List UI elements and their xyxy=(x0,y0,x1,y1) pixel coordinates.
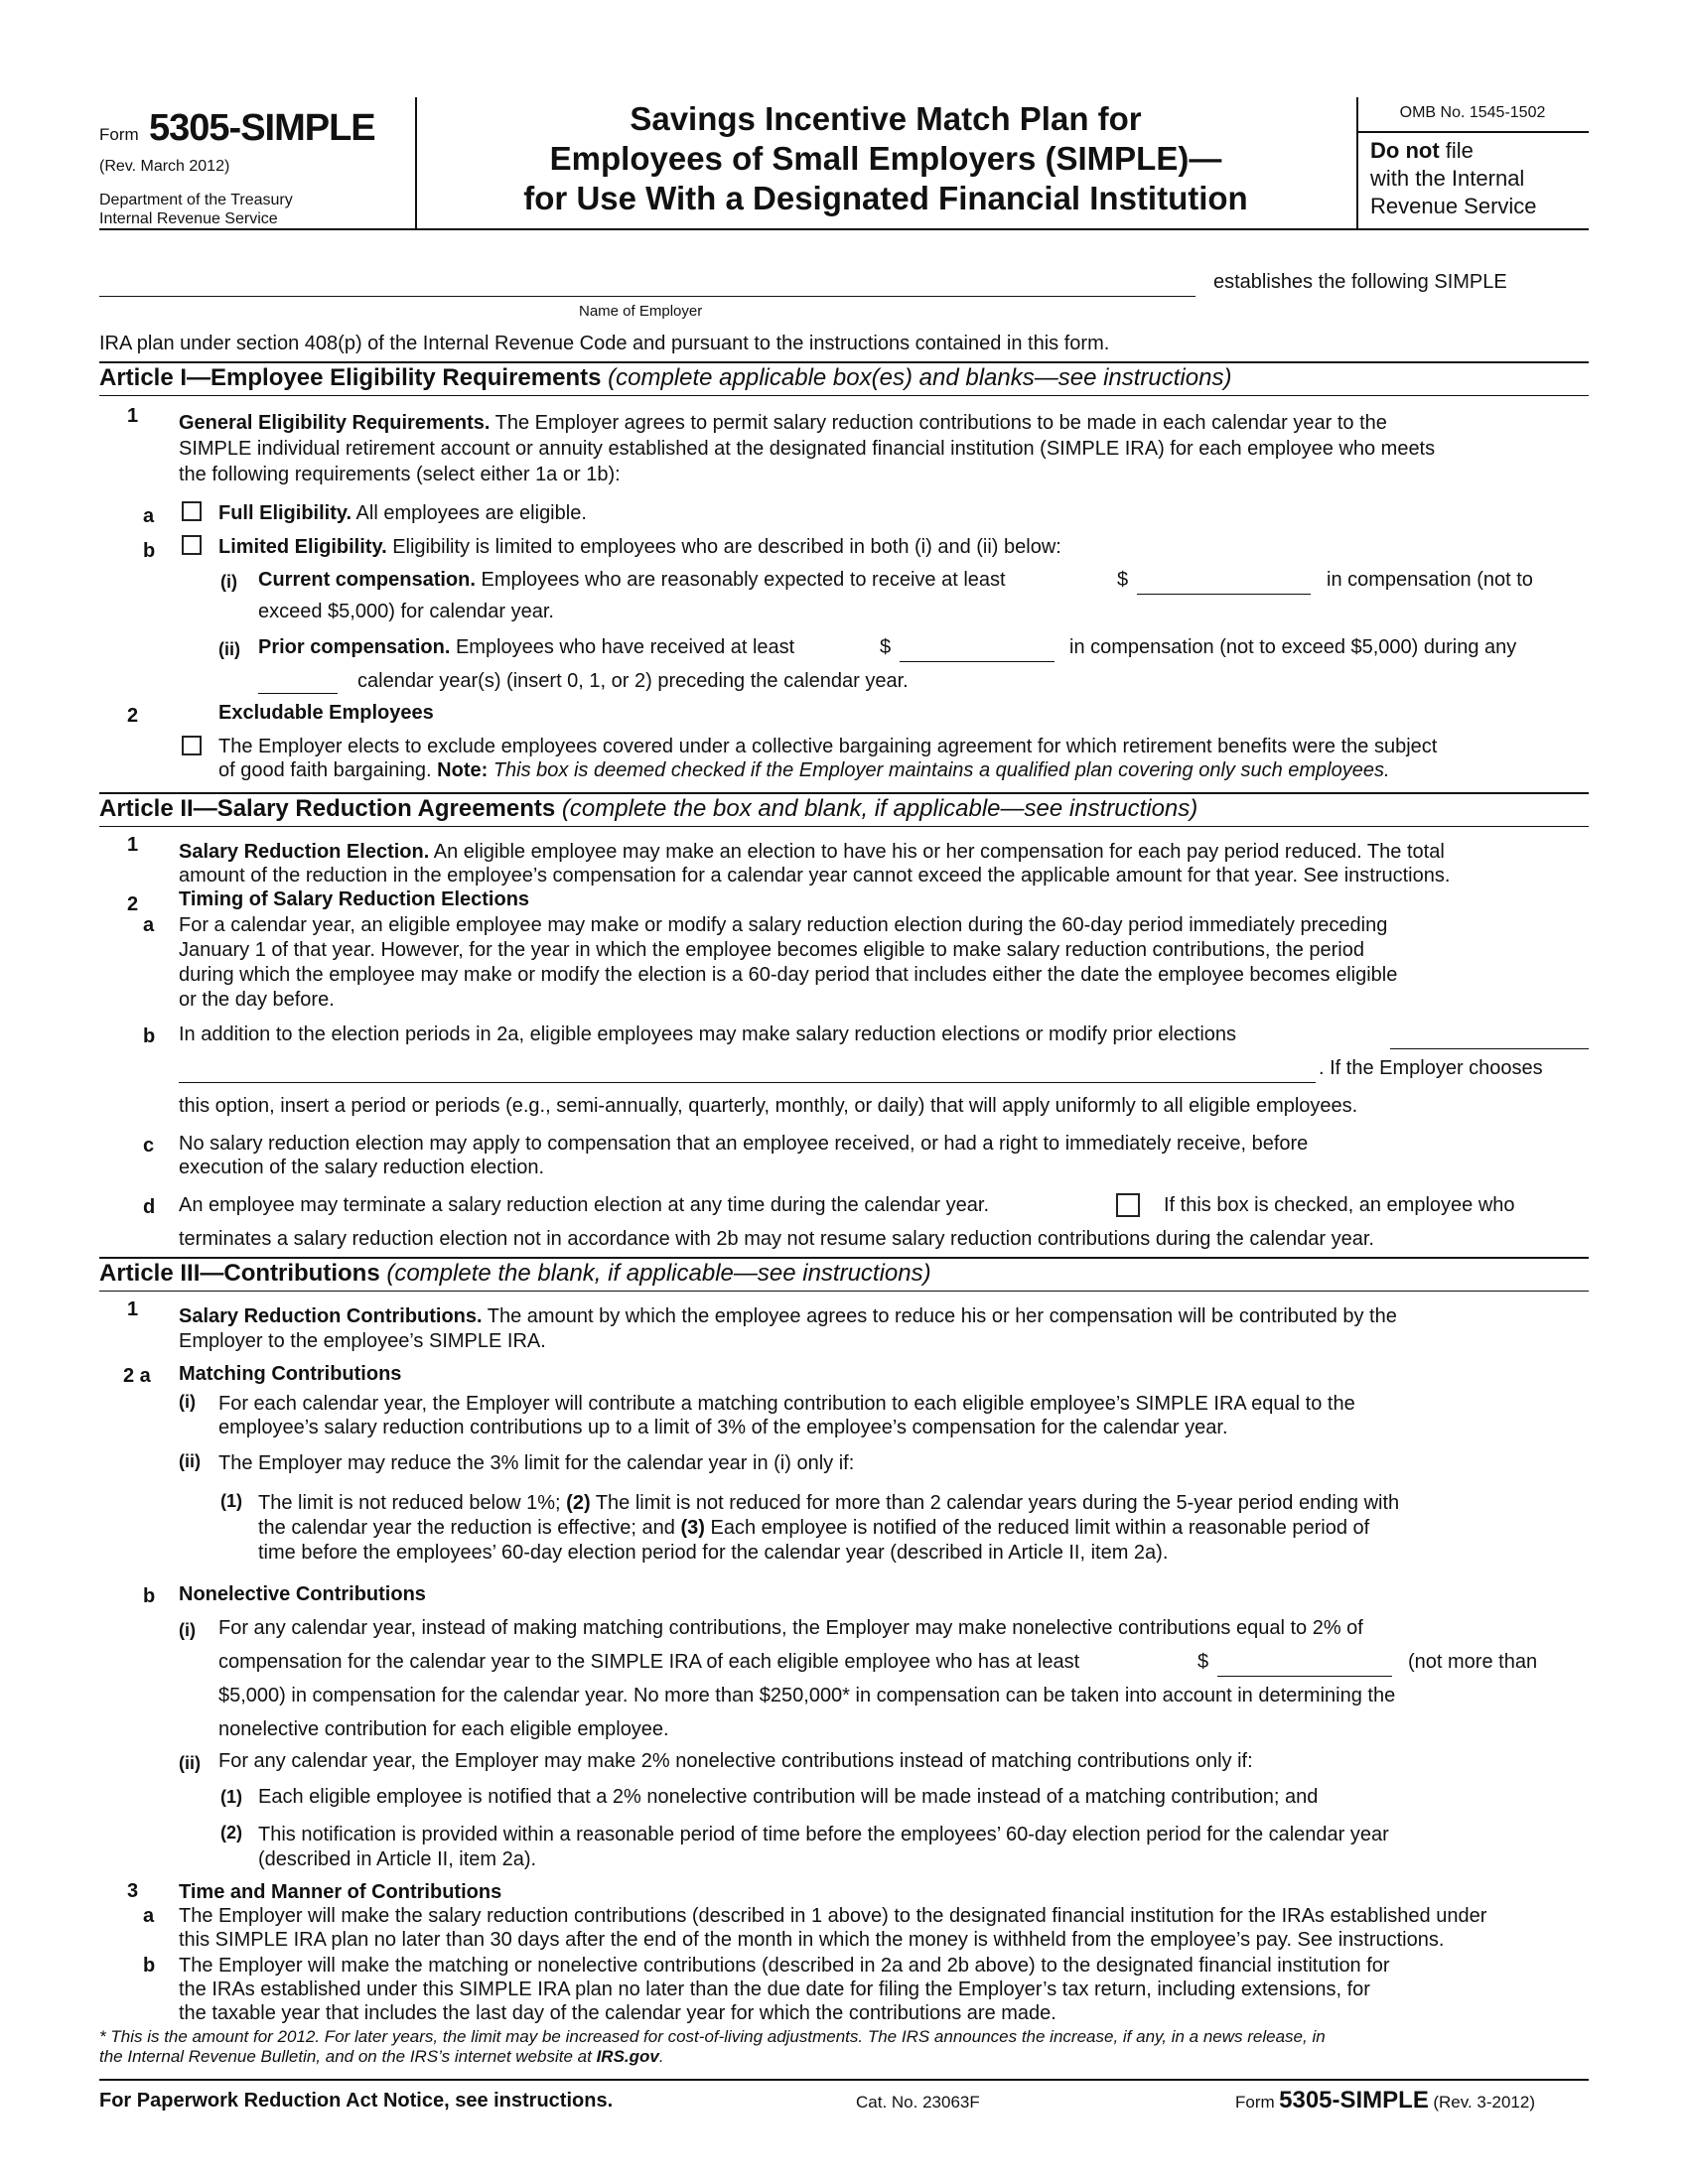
current-comp-text: Current compensation. Employees who are reasonably expected to receive at least xyxy=(258,569,1006,591)
prior-comp-line2: calendar year(s) (insert 0, 1, or 2) preceding the calendar year. xyxy=(357,670,909,692)
art2-b-line1: In addition to the election periods in 2a, eligible employees may make salary reduction elections or modify prior elections xyxy=(179,1024,1237,1045)
art2-item2-number: 2 xyxy=(127,893,139,915)
department-name: Department of the Treasury xyxy=(99,192,293,208)
non-ii-roman: (ii) xyxy=(179,1753,201,1773)
art3-src-line2: Employer to the employee’s SIMPLE IRA. xyxy=(179,1330,546,1352)
non-i-line1: For any calendar year, instead of making matching contributions, the Employer may make nonelective contributions equal to 2% of xyxy=(218,1617,1363,1639)
establishes-text: establishes the following SIMPLE xyxy=(1213,271,1507,293)
art3-item3-number: 3 xyxy=(127,1880,139,1902)
article3-bottom-rule xyxy=(99,1291,1589,1292)
non-ii-text: For any calendar year, the Employer may make 2% nonelective contributions instead of matching contributions only if: xyxy=(218,1750,1253,1772)
art2-a-line3: during which the employee may make or modify the election is a 60-day period that includes either the date the employee becomes eligible xyxy=(179,964,1398,986)
employer-name-caption: Name of Employer xyxy=(579,303,703,320)
match-1-paren: (1) xyxy=(220,1491,242,1511)
form-title-line2: Employees of Small Employers (SIMPLE)— xyxy=(549,140,1222,177)
no-resume-checkbox[interactable] xyxy=(1116,1193,1140,1217)
full-eligibility-text: Full Eligibility. All employees are eligible. xyxy=(218,502,587,524)
prior-comp-amount-field[interactable] xyxy=(900,661,1055,662)
form-word: Form xyxy=(99,125,139,144)
match-cond-line1: The limit is not reduced below 1%; (2) The limit is not reduced for more than 2 calendar years during the 5-year period ending with xyxy=(258,1492,1400,1514)
article3-heading: Article III—Contributions (complete the blank, if applicable—see instructions) xyxy=(99,1260,931,1287)
non-i-roman: (i) xyxy=(179,1620,196,1640)
prior-comp-tail: in compensation (not to exceed $5,000) during any xyxy=(1069,636,1517,658)
article2-top-rule xyxy=(99,792,1589,794)
art2-item1-number: 1 xyxy=(127,834,139,856)
form-title-line1: Savings Incentive Match Plan for xyxy=(630,100,1142,137)
match-ii-text: The Employer may reduce the 3% limit for the calendar year in (i) only if: xyxy=(218,1452,855,1474)
art2-c-line1: No salary reduction election may apply to compensation that an employee received, or had a right to immediately receive, before xyxy=(179,1133,1309,1155)
non-i-line3: $5,000) in compensation for the calendar year. No more than $250,000* in compensation can be taken into account in determining the xyxy=(218,1685,1396,1706)
irs-website-link[interactable]: IRS.gov xyxy=(596,2047,659,2066)
excludable-line1: The Employer elects to exclude employees covered under a collective bargaining agreement for which retirement benefits were the subject xyxy=(218,736,1438,757)
time-b-line3: the taxable year that includes the last day of the calendar year for which the contributions are made. xyxy=(179,2002,1056,2024)
time-manner-heading: Time and Manner of Contributions xyxy=(179,1881,502,1903)
art3-time-a: a xyxy=(143,1905,155,1927)
art2-b-line3: this option, insert a period or periods (e.g., semi-annually, quarterly, monthly, or daily) that will apply uniformly to all eligible employees. xyxy=(179,1095,1358,1117)
art3-time-b: b xyxy=(143,1955,156,1977)
match-ii-roman: (ii) xyxy=(179,1451,201,1471)
article2-bottom-rule xyxy=(99,826,1589,827)
article1-heading: Article I—Employee Eligibility Requirements (complete applicable box(es) and blanks—see instructions) xyxy=(99,364,1232,391)
current-comp-line2: exceed $5,000) for calendar year. xyxy=(258,601,554,622)
current-comp-roman: (i) xyxy=(220,572,237,592)
footer-rule xyxy=(99,2079,1589,2081)
art2-letter-b: b xyxy=(143,1025,156,1047)
agency-name: Internal Revenue Service xyxy=(99,210,278,227)
header-divider-left xyxy=(415,97,417,228)
revision-date: (Rev. March 2012) xyxy=(99,158,230,175)
form-number: 5305-SIMPLE xyxy=(149,107,375,149)
art2-d-line2: terminates a salary reduction election not in accordance with 2b may not resume salary reduction contributions during the calendar year. xyxy=(179,1228,1374,1250)
employer-name-field[interactable] xyxy=(99,296,1196,297)
art1-general-line2: SIMPLE individual retirement account or annuity established at the designated financial institution (SIMPLE IRA) for each employee who meets xyxy=(179,438,1436,460)
nonelective-heading: Nonelective Contributions xyxy=(179,1583,426,1605)
art1-item2-number: 2 xyxy=(127,705,139,727)
prior-comp-years-field[interactable] xyxy=(258,693,338,694)
excludable-line2: of good faith bargaining. Note: This box is deemed checked if the Employer maintains a qualified plan covering only such employees. xyxy=(218,759,1390,781)
match-i-line2: employee’s salary reduction contributions up to a limit of 3% of the employee’s compensation for the calendar year. xyxy=(218,1417,1228,1438)
footnote-line2: the Internal Revenue Bulletin, and on the IRS’s internet website at IRS.gov. xyxy=(99,2047,664,2066)
article2-heading: Article II—Salary Reduction Agreements (complete the box and blank, if applicable—see instructions) xyxy=(99,795,1198,822)
art3-item2a-number: 2 a xyxy=(123,1365,151,1387)
art2-a-line1: For a calendar year, an eligible employee may make or modify a salary reduction election during the 60-day period immediately preceding xyxy=(179,914,1388,936)
matching-heading: Matching Contributions xyxy=(179,1363,402,1385)
timing-heading: Timing of Salary Reduction Elections xyxy=(179,888,530,910)
article1-top-rule xyxy=(99,361,1589,363)
art2-a-line2: January 1 of that year. However, for the year in which the employee becomes eligible to make salary reduction contributions, the period xyxy=(179,939,1364,961)
non-2-paren: (2) xyxy=(220,1823,242,1843)
art2-letter-a: a xyxy=(143,914,155,936)
match-i-roman: (i) xyxy=(179,1392,196,1412)
time-a-line2: this SIMPLE IRA plan no later than 30 days after the end of the month in which the money is withheld from the employee’s pay. See instructions. xyxy=(179,1929,1445,1951)
prior-comp-dollar: $ xyxy=(880,636,892,658)
election-period-field-a[interactable] xyxy=(1390,1048,1589,1049)
header-bottom-rule xyxy=(99,228,1589,230)
paperwork-notice: For Paperwork Reduction Act Notice, see instructions. xyxy=(99,2090,614,2112)
form-title-line3: for Use With a Designated Financial Institution xyxy=(523,180,1248,216)
art2-c-line2: execution of the salary reduction election. xyxy=(179,1157,544,1178)
excludable-employees-heading: Excludable Employees xyxy=(218,702,434,724)
time-a-line1: The Employer will make the salary reduction contributions (described in 1 above) to the designated financial institution for the IRAs established under xyxy=(179,1905,1487,1927)
match-i-line1: For each calendar year, the Employer will contribute a matching contribution to each eligible employee’s SIMPLE IRA equal to the xyxy=(218,1393,1355,1415)
catalog-number: Cat. No. 23063F xyxy=(856,2093,980,2112)
election-period-field-b[interactable] xyxy=(179,1082,1316,1083)
prior-comp-text: Prior compensation. Employees who have received at least xyxy=(258,636,795,658)
non-i-line2b: (not more than xyxy=(1408,1651,1538,1673)
art2-letter-c: c xyxy=(143,1135,155,1157)
art2-letter-d: d xyxy=(143,1196,156,1218)
art1-letter-a: a xyxy=(143,505,155,527)
match-cond-line2: the calendar year the reduction is effective; and (3) Each employee is notified of the reduced limit within a reasonable period of xyxy=(258,1517,1370,1539)
time-b-line1: The Employer will make the matching or nonelective contributions (described in 2a and 2b above) to the designated financial institution for xyxy=(179,1955,1390,1977)
non-cond-2-line1: This notification is provided within a reasonable period of time before the employees’ 60-day election period for the calendar year xyxy=(258,1824,1389,1845)
exclude-bargaining-checkbox[interactable] xyxy=(182,736,202,755)
time-b-line2: the IRAs established under this SIMPLE IRA plan no later than the due date for filing the Employer’s tax return, including extensions, for xyxy=(179,1979,1370,2000)
art3-letter-b: b xyxy=(143,1585,156,1607)
match-cond-line3: time before the employees’ 60-day election period for the calendar year (described in Article II, item 2a). xyxy=(258,1542,1169,1564)
art2-sre-line1: Salary Reduction Election. An eligible employee may make an election to have his or her compensation for each pay period reduced. The total xyxy=(179,841,1445,863)
limited-eligibility-checkbox[interactable] xyxy=(182,535,202,555)
current-comp-tail: in compensation (not to xyxy=(1327,569,1533,591)
do-not-file-line1: Do not file xyxy=(1370,138,1474,163)
omb-rule xyxy=(1356,131,1589,133)
art2-d-line1: An employee may terminate a salary reduction election at any time during the calendar year. xyxy=(179,1194,989,1216)
full-eligibility-checkbox[interactable] xyxy=(182,501,202,521)
non-1-paren: (1) xyxy=(220,1787,242,1807)
non-i-line4: nonelective contribution for each eligible employee. xyxy=(218,1718,669,1740)
art1-general-line1: General Eligibility Requirements. The Employer agrees to permit salary reduction contributions to be made in each calendar year to the xyxy=(179,412,1387,434)
art2-a-line4: or the day before. xyxy=(179,989,335,1011)
footer-form-id: Form 5305-SIMPLE (Rev. 3-2012) xyxy=(1235,2087,1535,2114)
art2-b-line2: . If the Employer chooses xyxy=(1319,1057,1543,1079)
intro-line2: IRA plan under section 408(p) of the Internal Revenue Code and pursuant to the instructions contained in this form. xyxy=(99,333,1110,354)
prior-comp-roman: (ii) xyxy=(218,639,240,659)
art1-letter-b: b xyxy=(143,540,156,562)
current-comp-dollar: $ xyxy=(1117,569,1129,591)
footnote-line1: * This is the amount for 2012. For later years, the limit may be increased for cost-of-living adjustments. The IRS announces the increase, if any, in a news release, in xyxy=(99,2027,1326,2046)
nonelective-min-comp-field[interactable] xyxy=(1217,1676,1392,1677)
art1-general-line3: the following requirements (select either 1a or 1b): xyxy=(179,464,621,485)
non-i-dollar: $ xyxy=(1197,1651,1209,1673)
art3-item1-number: 1 xyxy=(127,1298,139,1320)
article1-bottom-rule xyxy=(99,395,1589,396)
non-i-line2: compensation for the calendar year to the SIMPLE IRA of each eligible employee who has at least xyxy=(218,1651,1080,1673)
art1-item1-number: 1 xyxy=(127,405,139,427)
do-not-file-line3: Revenue Service xyxy=(1370,194,1537,218)
art3-src-line1: Salary Reduction Contributions. The amount by which the employee agrees to reduce his or her compensation will be contributed by the xyxy=(179,1305,1397,1327)
article3-top-rule xyxy=(99,1257,1589,1259)
do-not-file-line2: with the Internal xyxy=(1370,166,1525,191)
non-cond-1: Each eligible employee is notified that a 2% nonelective contribution will be made instead of a matching contribution; and xyxy=(258,1786,1319,1808)
current-comp-amount-field[interactable] xyxy=(1137,594,1311,595)
limited-eligibility-text: Limited Eligibility. Eligibility is limited to employees who are described in both (i) and (ii) below: xyxy=(218,536,1061,558)
art2-sre-line2: amount of the reduction in the employee’s compensation for a calendar year cannot exceed the applicable amount for that year. See instructions. xyxy=(179,865,1451,887)
omb-number: OMB No. 1545-1502 xyxy=(1399,104,1546,121)
non-cond-2-line2: (described in Article II, item 2a). xyxy=(258,1848,537,1870)
art2-d-line1b: If this box is checked, an employee who xyxy=(1164,1194,1515,1216)
